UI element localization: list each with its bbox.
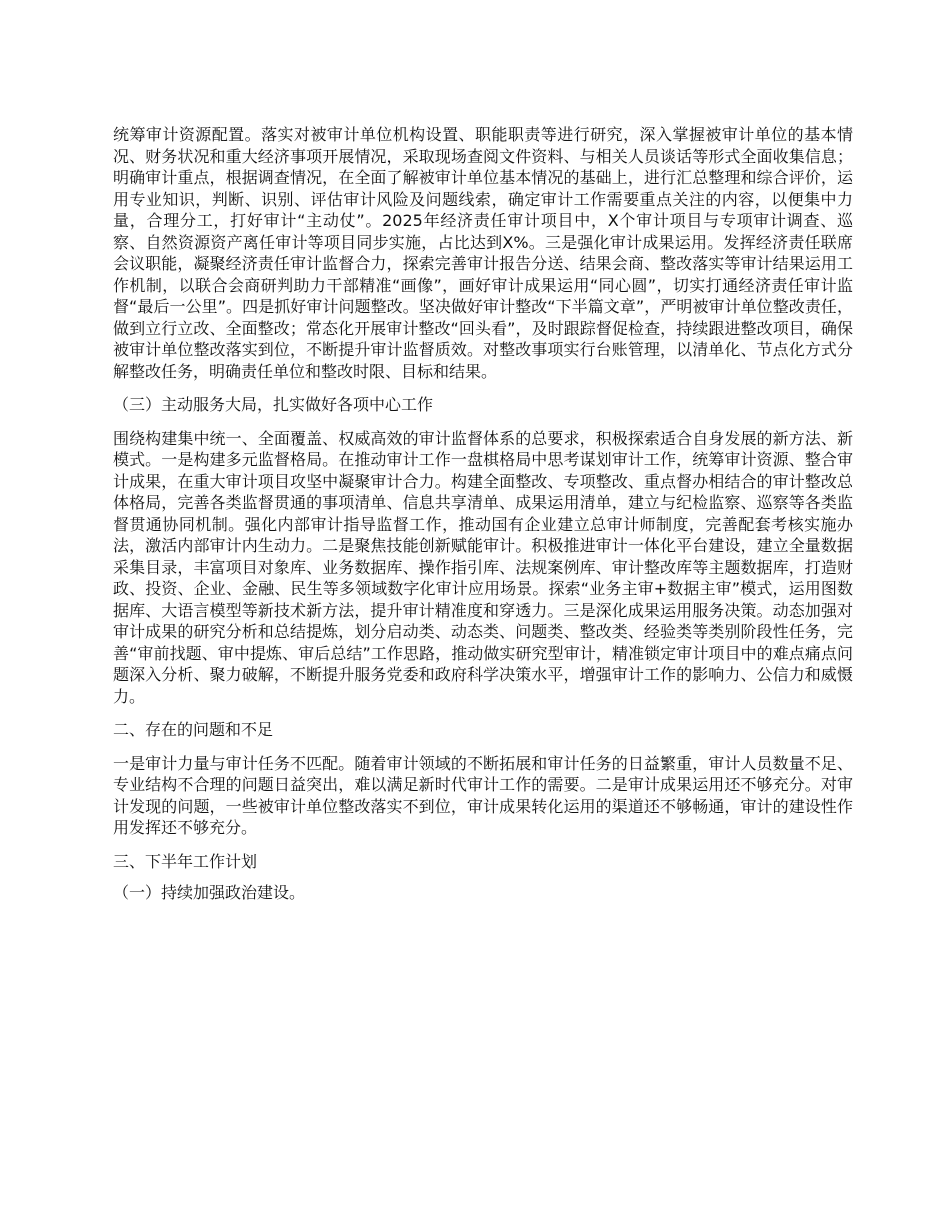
paragraph-audit-resources: 统筹审计资源配置。落实对被审计单位机构设置、职能职责等进行研究，深入掌握被审计单位的基本情况、财务状况和重大经济事项开展情况，采取现场查阅文件资料、与相关人员谈话等形式全面收集信息；明确审计重点，根据调查情况，在全面了解被审计单位基本情况的基础上，进行汇总整理和综合评价，运用专业知识，判断、识别、评估审计风险及问题线索，确定审计工作需要重点关注的内容，以便集中力量，合理分工，打好审计“主动仗”。2025年经济责任审计项目中，X个审计项目与专项审计调查、巡察、自然资源资产离任审计等项目同步实施，占比达到X%。三是强化审计成果运用。发挥经济责任联席会议职能，凝聚经济责任审计监督合力，探索完善审计报告分送、结果会商、整改落实等审计结果运用工作机制，以联合会商研判助力干部精准“画像”，画好审计成果运用“同心圆”，切实打通经济责任审计监督“最后一公里”。四是抓好审计问题整改。坚决做好审计整改“下半篇文章”，严明被审计单位整改责任，做到立行立改、全面整改；常态化开展审计整改“回头看”，及时跟踪督促检查，持续跟进整改项目，确保被审计单位整改落实到位，不断提升审计监督质效。对整改事项实行台账管理，以清单化、节点化方式分解整改任务，明确责任单位和整改时限、目标和结果。: [113, 125, 853, 381]
spacer: [113, 707, 853, 719]
spacer: [113, 872, 853, 882]
subsection-heading-political-building: （一）持续加强政治建设。: [113, 883, 306, 902]
spacer: [113, 741, 853, 753]
spacer: [113, 839, 853, 851]
section-heading-plan: 三、下半年工作计划: [113, 851, 258, 871]
paragraph-problems: 一是审计力量与审计任务不匹配。随着审计领域的不断拓展和审计任务的日益繁重，审计人员数量不足、专业结构不合理的问题日益突出，难以满足新时代审计工作的需要。二是审计成果运用还不够充分。对审计发现的问题，一些被审计单位整改落实不到位，审计成果转化运用的渠道还不够畅通，审计的建设性作用发挥还不够充分。: [113, 753, 853, 837]
section-heading-serve-overall: （三）主动服务大局，扎实做好各项中心工作: [113, 395, 434, 414]
spacer: [113, 382, 853, 394]
spacer: [113, 416, 853, 428]
paragraph-supervision-system: 围绕构建集中统一、全面覆盖、权威高效的审计监督体系的总要求，积极探索适合自身发展的新方法、新模式。一是构建多元监督格局。在推动审计工作一盘棋格局中思考谋划审计工作，统筹审计资源、整合审计成果，在重大审计项目攻坚中凝聚审计合力。构建全面整改、专项整改、重点督办相结合的审计整改总体格局，完善各类监督贯通的事项清单、信息共享清单、成果运用清单，建立与纪检监察、巡察等各类监督贯通协同机制。强化内部审计指导监督工作，推动国有企业建立总审计师制度，完善配套考核实施办法，激活内部审计内生动力。二是聚焦技能创新赋能审计。积极推进审计一体化平台建设，建立全量数据采集目录，丰富项目对象库、业务数据库、操作指引库、法规案例库、审计整改库等主题数据库，打造财政、投资、企业、金融、民生等多领域数字化审计应用场景。探索“业务主审+数据主审”模式，运用图数据库、大语言模型等新技术新方法，提升审计精准度和穿透力。三是深化成果运用服务决策。动态加强对审计成果的研究分析和总结提炼，划分启动类、动态类、问题类、整改类、经验类等类别阶段性任务，完善“审前找题、审中提炼、审后总结”工作思路，推动做实研究型审计，精准锁定审计项目中的难点痛点问题深入分析、聚力破解，不断提升服务党委和政府科学决策水平，增强审计工作的影响力、公信力和威慑力。: [113, 428, 853, 706]
section-heading-problems: 二、存在的问题和不足: [113, 720, 274, 739]
document-page: [113, 124, 853, 904]
